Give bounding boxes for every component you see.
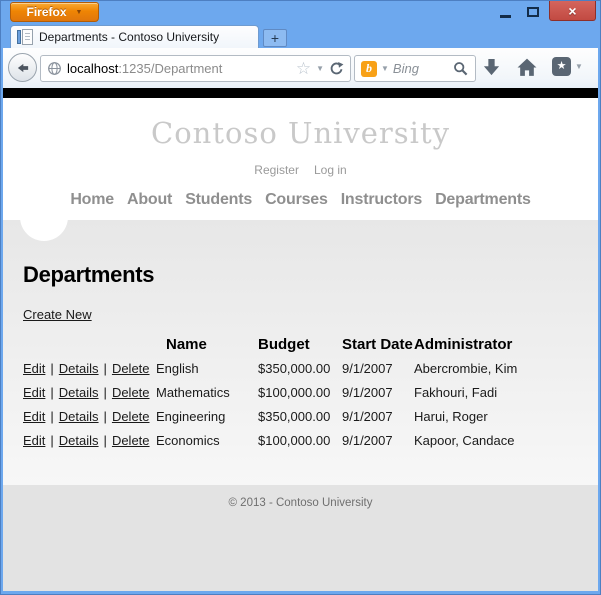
cell-budget: $100,000.00	[258, 384, 331, 400]
back-button[interactable]	[8, 53, 37, 82]
register-link[interactable]: Register	[254, 163, 299, 177]
bookmark-star-icon[interactable]: ☆	[295, 59, 312, 78]
search-engine-dropdown-icon[interactable]: ▼	[381, 63, 389, 73]
firefox-menu-label: Firefox	[26, 5, 67, 19]
tab-departments[interactable]	[10, 25, 259, 48]
plus-icon: +	[270, 30, 280, 46]
cell-start-date: 9/1/2007	[342, 384, 393, 400]
favicon-bar	[17, 30, 21, 44]
nav-item-about[interactable]: About	[126, 191, 173, 208]
col-header-administrator: Administrator	[414, 335, 513, 353]
page-favicon-icon	[17, 29, 33, 45]
row-actions	[23, 428, 156, 452]
row-actions	[23, 404, 156, 428]
separator: |	[50, 432, 54, 448]
table-row	[23, 428, 583, 452]
details-link[interactable]: Details	[58, 432, 99, 448]
cell-administrator: Abercrombie, Kim	[414, 360, 518, 376]
delete-link[interactable]: Delete	[111, 384, 150, 400]
cell-name: English	[156, 360, 199, 376]
search-icon[interactable]	[453, 61, 469, 77]
maximize-button[interactable]	[523, 3, 543, 20]
cell-administrator: Fakhouri, Fadi	[414, 384, 498, 400]
cell-start-date: 9/1/2007	[342, 408, 393, 424]
page-title: Departments	[23, 262, 155, 287]
cell-budget: $350,000.00	[258, 360, 331, 376]
edit-link[interactable]: Edit	[23, 432, 46, 448]
cell-administrator: Harui, Roger	[414, 408, 488, 424]
urlbar-dropdown-icon[interactable]: ▼	[316, 63, 324, 73]
separator: |	[50, 408, 54, 424]
col-header-actions	[23, 332, 156, 356]
page-viewport	[3, 88, 598, 591]
edit-link[interactable]: Edit	[23, 360, 46, 376]
details-link[interactable]: Details	[58, 384, 99, 400]
site-brand: Contoso University	[151, 116, 450, 150]
url-text[interactable]	[67, 61, 222, 76]
table-header-row	[23, 332, 583, 356]
cell-name: Economics	[156, 432, 220, 448]
cell-name: Mathematics	[156, 384, 230, 400]
navigation-toolbar	[3, 48, 598, 88]
bookmarks-dropdown-icon: ▼	[575, 61, 583, 71]
cell-start-date: 9/1/2007	[342, 360, 393, 376]
separator: |	[103, 432, 107, 448]
details-link[interactable]: Details	[58, 408, 99, 424]
delete-link[interactable]: Delete	[111, 360, 150, 376]
row-actions	[23, 380, 156, 404]
col-header-start-date: Start Date	[342, 335, 413, 353]
edit-link[interactable]: Edit	[23, 408, 46, 424]
url-bar[interactable]	[40, 55, 351, 82]
cell-administrator: Kapoor, Candace	[414, 432, 515, 448]
nav-item-home[interactable]: Home	[70, 191, 114, 208]
main-nav	[3, 191, 598, 209]
cell-name: Engineering	[156, 408, 226, 424]
bing-logo-icon[interactable]	[361, 61, 377, 77]
maximize-icon	[527, 7, 539, 17]
separator: |	[103, 360, 107, 376]
minimize-icon	[500, 15, 511, 18]
separator: |	[103, 408, 107, 424]
page-top-bar	[3, 88, 598, 98]
separator: |	[50, 384, 54, 400]
create-new-link[interactable]: Create New	[23, 307, 92, 322]
cell-start-date: 9/1/2007	[342, 432, 393, 448]
cell-budget: $350,000.00	[258, 408, 331, 424]
nav-item-students[interactable]: Students	[185, 191, 253, 208]
departments-table	[23, 332, 583, 452]
nav-item-departments[interactable]: Departments	[435, 191, 531, 208]
table-row	[23, 380, 583, 404]
delete-link[interactable]: Delete	[111, 432, 150, 448]
chevron-down-icon: ▼	[75, 8, 83, 16]
firefox-menu-button[interactable]	[10, 2, 99, 22]
url-host: localhost	[67, 61, 119, 76]
login-link[interactable]: Log in	[313, 163, 347, 177]
table-row	[23, 356, 583, 380]
tab-title: Departments - Contoso University	[39, 30, 220, 44]
row-actions	[23, 356, 156, 380]
main-content	[3, 220, 598, 485]
page-footer	[3, 485, 598, 591]
table-row	[23, 404, 583, 428]
close-button[interactable]	[549, 1, 596, 21]
bing-b: b	[366, 61, 372, 75]
reload-icon[interactable]	[329, 61, 344, 76]
copyright-text: © 2013 - Contoso University	[228, 497, 373, 509]
new-tab-button[interactable]	[263, 29, 287, 47]
col-header-name: Name	[166, 335, 207, 353]
home-icon[interactable]	[516, 57, 538, 78]
close-icon: ×	[568, 2, 577, 19]
back-arrow-icon	[14, 59, 32, 77]
nav-item-instructors[interactable]: Instructors	[340, 191, 423, 208]
search-box[interactable]	[354, 55, 476, 82]
site-identity-globe-icon[interactable]	[47, 61, 62, 76]
separator: |	[103, 384, 107, 400]
account-links	[3, 163, 598, 177]
nav-item-courses[interactable]: Courses	[265, 191, 328, 208]
col-header-budget: Budget	[258, 335, 310, 353]
search-input[interactable]: Bing	[392, 61, 419, 76]
bookmarks-button[interactable]	[552, 57, 583, 76]
decorative-circle	[20, 193, 68, 241]
downloads-icon[interactable]	[481, 57, 502, 78]
edit-link[interactable]: Edit	[23, 384, 46, 400]
minimize-button[interactable]	[495, 3, 515, 20]
details-link[interactable]: Details	[58, 360, 99, 376]
separator: |	[50, 360, 54, 376]
favicon-page	[22, 29, 33, 45]
url-path: :1235/Department	[118, 61, 223, 76]
cell-budget: $100,000.00	[258, 432, 331, 448]
bookmarks-star-icon: ★	[552, 57, 571, 76]
delete-link[interactable]: Delete	[111, 408, 150, 424]
